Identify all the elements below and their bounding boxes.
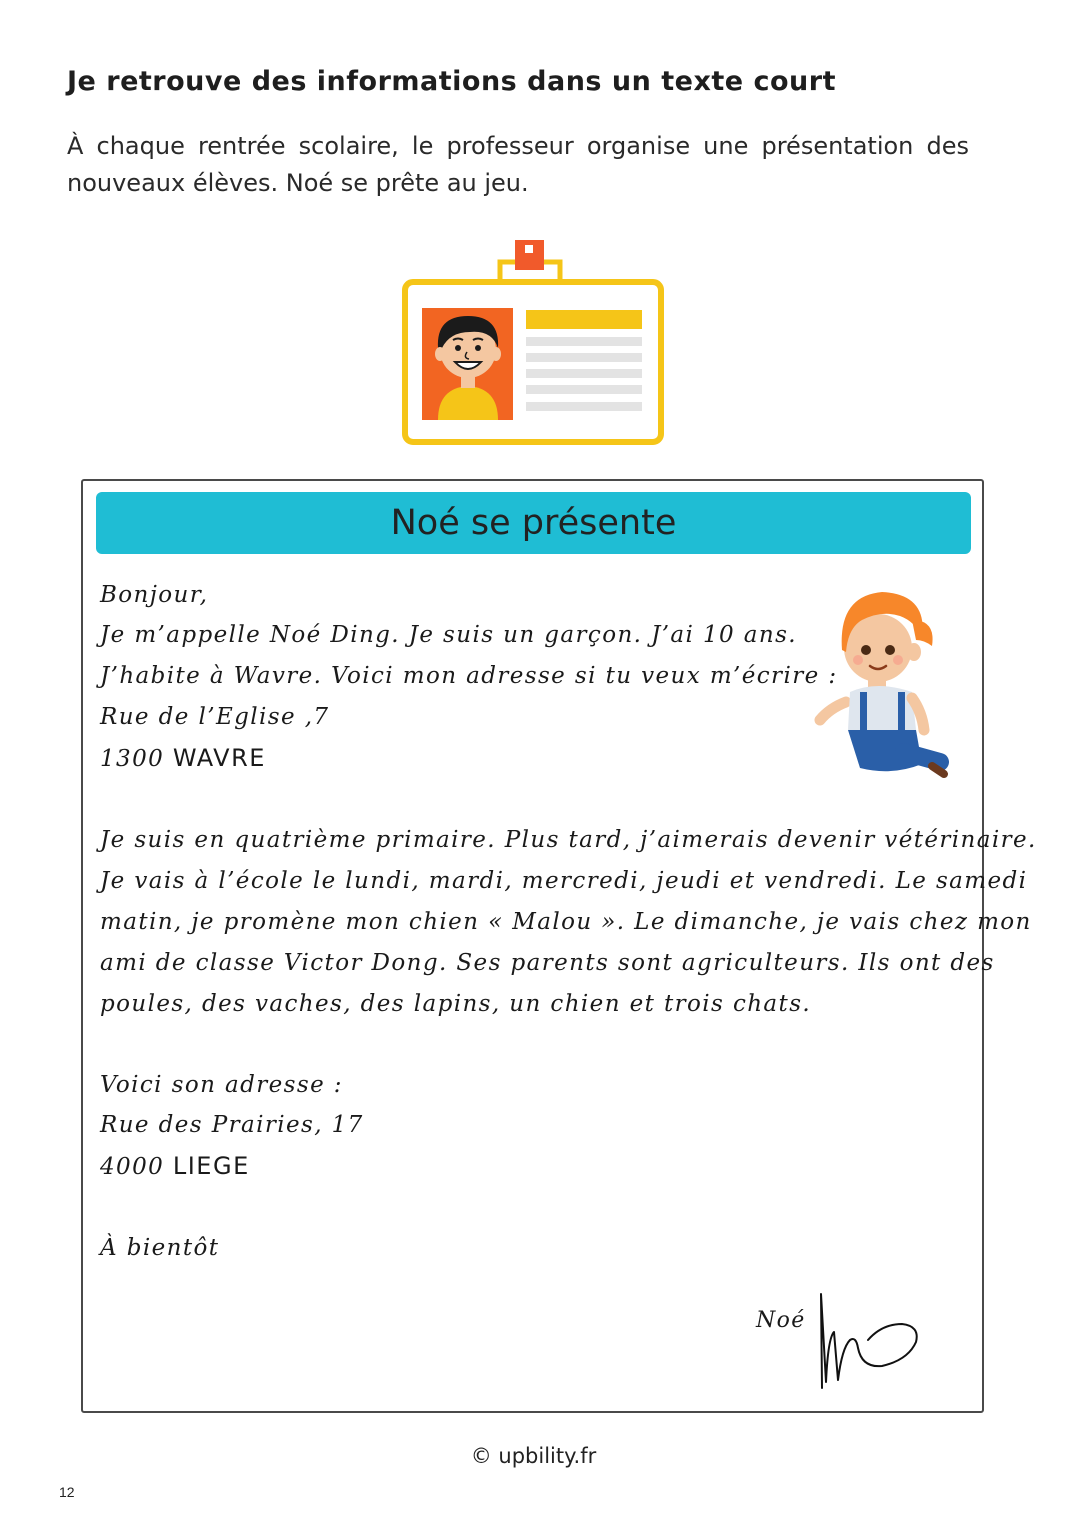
letter-line: Je m’appelle Noé Ding. Je suis un garçon. J’ai 10 ans. [100, 622, 798, 648]
boy-illustration [812, 580, 952, 780]
letter-line: poules, des vaches, des lapins, un chien et trois chats. [100, 991, 812, 1017]
page-heading: Je retrouve des informations dans un texte court [67, 66, 836, 97]
title-bar [96, 492, 971, 554]
address-intro: Voici son adresse : [100, 1072, 343, 1098]
address-city: WAVRE [172, 744, 266, 772]
address-street: Rue des Prairies, 17 [100, 1112, 364, 1138]
letter-line: Je suis en quatrième primaire. Plus tard, j’aimerais devenir vétérinaire. [100, 827, 1037, 853]
letter-line: matin, je promène mon chien « Malou ». Le dimanche, je vais chez mon [100, 909, 1032, 935]
signature-name: Noé [756, 1308, 806, 1333]
letter-closing: À bientôt [100, 1235, 220, 1261]
address-postcode: 1300 [100, 746, 165, 772]
address-city-line [100, 744, 266, 772]
page-number: 12 [59, 1484, 75, 1500]
letter-greeting: Bonjour, [100, 582, 209, 608]
id-badge-icon [400, 236, 666, 450]
address-street: Rue de l’Eglise ,7 [100, 704, 330, 730]
footer-copyright: © upbility.fr [470, 1444, 597, 1468]
letter-line: J’habite à Wavre. Voici mon adresse si tu veux m’écrire : [100, 663, 838, 689]
card-title: Noé se présente [390, 503, 677, 543]
letter-line: ami de classe Victor Dong. Ses parents sont agriculteurs. Ils ont des [100, 950, 995, 976]
address-city: LIEGE [172, 1152, 250, 1180]
address-postcode: 4000 [100, 1154, 165, 1180]
letter-line: Je vais à l’école le lundi, mardi, mercredi, jeudi et vendredi. Le samedi [100, 868, 1028, 894]
intro-paragraph: À chaque rentrée scolaire, le professeur organise une présentation des nouveaux élèves. Noé se prête au jeu. [67, 132, 969, 197]
address-city-line [100, 1152, 250, 1180]
signature-scribble [812, 1288, 928, 1392]
